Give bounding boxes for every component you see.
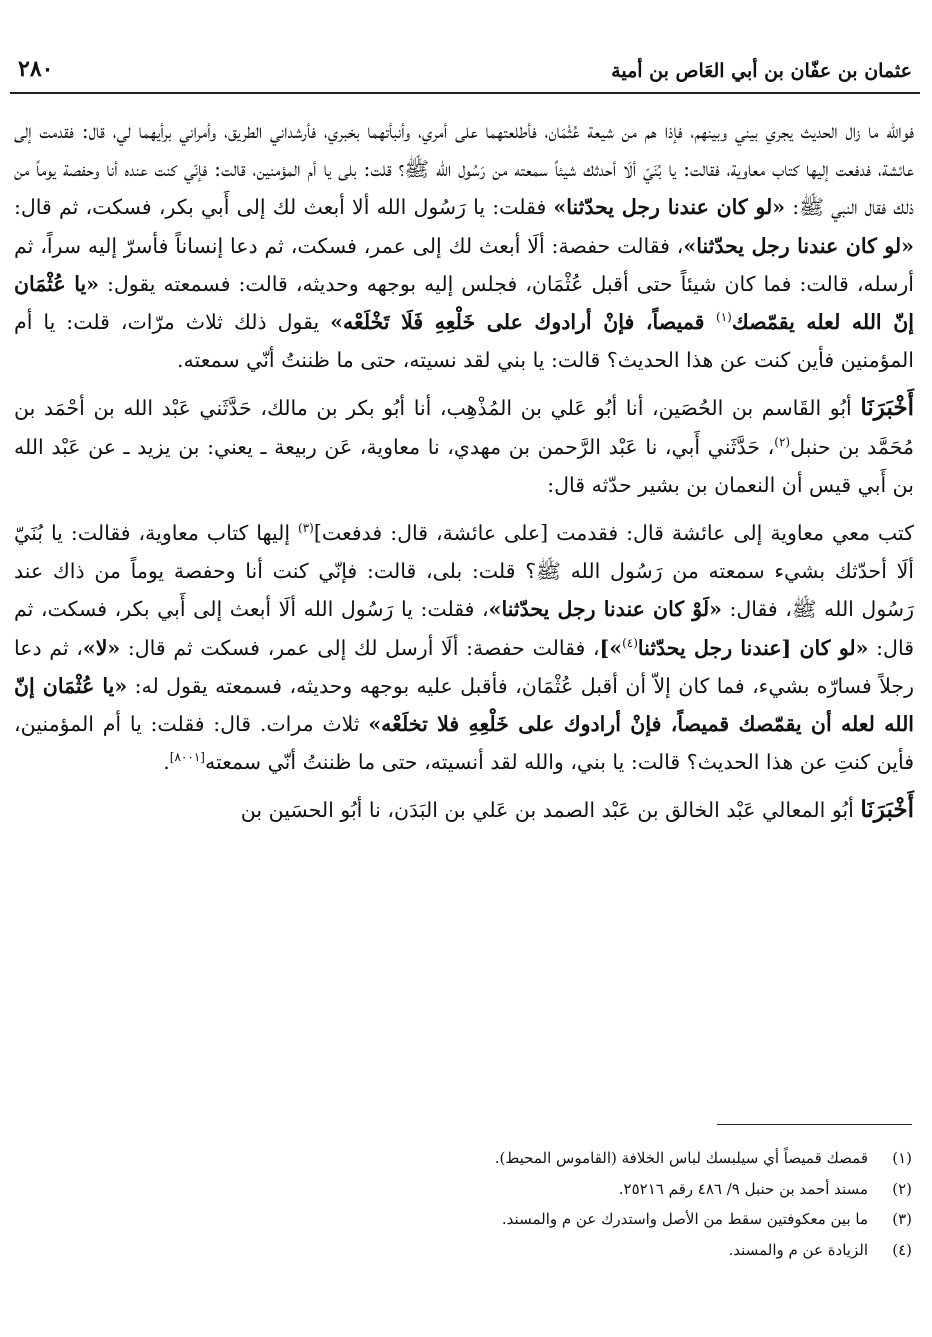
- footnote-number: (٣): [892, 1210, 912, 1228]
- text-segment: إليها كتاب معاوية، فقالت: يا بُنَيّ ألَا أحدّثك بشيء سمعته من رَسُول الله ﷺ؟ قلت: بلى، قالت: فإنّي كنت أنا وحفصة يوماً من ذاك عند رَسُول الله ﷺ، فقال:: [14, 521, 914, 622]
- footnote-number: (٤): [892, 1240, 912, 1259]
- hadith-quote: «لو كان عندنا رجل يحدّثنا»: [683, 233, 914, 258]
- text-segment: فوالله ما زال الحديث يجري بيني وبينهم، فإذا هم من شيعة عُثْمَان، فأطلعتهما على أمري، وأنبأتهما بخبري، فأرشداني الطريق، وأمراني برأيهما لي، قال: فقدمت إلى عائشة، فدفعت إليها كتاب معاوية، فقالت: يا بُنَيّ ألَا أحدثك شيئاً سمعته من رَسُول الله ﷺ؟ قلت: بلى يا أم المؤمنين، قالت: فإنّي كنت عنده أنا وحفصة يوماً من ذلك فقال النبي ﷺ:: [14, 119, 914, 220]
- hadith-quote: «لو كان عندنا رجل يحدّثنا»: [553, 195, 786, 220]
- text-segment: .: [163, 750, 170, 775]
- footnote-text: مسند أحمد بن حنبل ٩/ ٤٨٦ رقم ٢٥٢١٦.: [618, 1179, 868, 1198]
- text-segment: فقلت: يا رَسُول الله ألا أبعث لك إلى أَبي بكر، فسكت، ثم قال:: [14, 195, 554, 220]
- footnote-rule: [717, 1124, 912, 1125]
- header-rule: [10, 92, 920, 94]
- hadith-quote: «لو كان [عندنا رجل يحدّثنا: [637, 635, 869, 660]
- footnote-marker: (٢): [774, 434, 791, 449]
- footnote-text: قمصك قميصاً أي سيلبسك لباس الخلافة (القاموس المحيط).: [494, 1149, 868, 1167]
- footnote-item: [20, 1174, 912, 1205]
- footnote-text: ما بين معكوفتين سقط من الأصل واستدرك عن م والمسند.: [501, 1210, 868, 1228]
- hadith-quote: »]: [599, 635, 623, 660]
- text-segment: أبُو المعالي عَبْد الخالق بن عَبْد الصمد بن عَلي بن البَدَن، نا أبُو الحسَين بن: [240, 798, 861, 823]
- text-segment: ، حَدَّثَني أَبي، نا عَبْد الرَّحمن بن مهدي، نا معاوية، عَن ربيعة ـ يعني: بن يزيد ـ عن عَبْد الله بن أَبي قيس أن النعمان بن بشير حدّثه قال:: [14, 434, 914, 497]
- text-segment: ثلاث مرات. قال: فقلت: يا أم المؤمنين، فأين كنتِ عن هذا الحديث؟ قالت: يا بني، والله لقد أنسيته، حتى ما ظننتُ أنّي سمعته: [14, 712, 914, 775]
- footnote-number: (١): [892, 1149, 912, 1167]
- footnote-marker: (٤): [622, 635, 638, 650]
- paragraph: [14, 112, 914, 379]
- footnote-item: [20, 1204, 912, 1235]
- text-segment: ، فقالت حفصة: ألَا أرسل لك إلى عمر، فسكت ثم قال:: [120, 635, 600, 660]
- hadith-quote: قميصاً، فإنْ أرادوك على خَلْعِهِ فَلَا تَخْلَعْه»: [330, 310, 716, 335]
- footnote-marker: (٣): [298, 521, 314, 536]
- footnote-item: [20, 1143, 912, 1174]
- hadith-quote: «لا»: [82, 635, 121, 660]
- paragraph: [14, 791, 914, 829]
- paragraph: [14, 514, 914, 781]
- isnad-lead-word: أَخْبَرَنَا: [860, 796, 914, 824]
- text-segment: يقول ذلك ثلاث مرّات، قلت: يا أم المؤمنين فأين كنت عن هذا الحديث؟ قالت: يا بني لقد نسيته، حتى ما ظننتُ أنّي سمعته.: [14, 310, 914, 373]
- text-segment: ، ثم دعا رجلاً فسارّه بشيء، فما كان إلاّ أن أقبل عُثْمَان، فأقبل عليه بوجهه وحديثه، فسمعته يقول له:: [14, 635, 914, 698]
- running-title: عثمان بن عفّان بن أبي العَاص بن أمية: [611, 60, 912, 82]
- footnotes: [20, 1143, 912, 1265]
- page-number: ٢٨٠: [18, 56, 54, 82]
- paragraph: [14, 389, 914, 504]
- running-header: [18, 52, 912, 92]
- text-segment: ، فقالت حفصة: ألَا أبعث لك إلى عمر، فسكت، ثم دعا إنساناً فأسرّ إليه سراً، ثم أرسله، قالت: فما كان شيئاً حتى أقبل عُثْمَان، فجلس إليه بوجهه وحديثه، قالت: فسمعته يقول:: [14, 233, 914, 296]
- hadith-quote: «يا عُثْمَان إنّ الله لعله يقمّصك: [14, 271, 914, 335]
- footnote-number: (٢): [892, 1179, 912, 1198]
- footnote-marker: [٨٠٠١]: [169, 750, 205, 765]
- text-segment: كتب معي معاوية إلى عائشة قال: فقدمت [على عائشة، قال: فدفعت]: [313, 521, 914, 546]
- text-segment: ، فقلت: يا رَسُول الله ألَا أبعث إلى أَبي بكر، فسكت، ثم قال:: [14, 597, 914, 660]
- footnote-marker: (١): [716, 310, 732, 325]
- main-text: [14, 112, 914, 830]
- text-segment: أبُو القَاسم بن الحُصَين، أنا أبُو عَلي بن المُذْهِب، أنا أبُو بكر بن مالك، حَدَّثَني عَبْد الله بن أحْمَد بن مُحَمَّد بن حنبل: [14, 396, 914, 459]
- footnote-text: الزيادة عن م والمسند.: [728, 1240, 868, 1259]
- isnad-lead-word: أَخْبَرَنَا: [860, 394, 914, 422]
- hadith-quote: «لَوْ كان عندنا رجل يحدّثنا»: [488, 597, 722, 622]
- hadith-quote: «يا عُثْمَان إنّ الله لعله أن يقمّصك قميصاً، فإنْ أرادوك على خَلْعِهِ فلا تخلَعْه»: [14, 673, 915, 737]
- footnote-item: [20, 1235, 912, 1266]
